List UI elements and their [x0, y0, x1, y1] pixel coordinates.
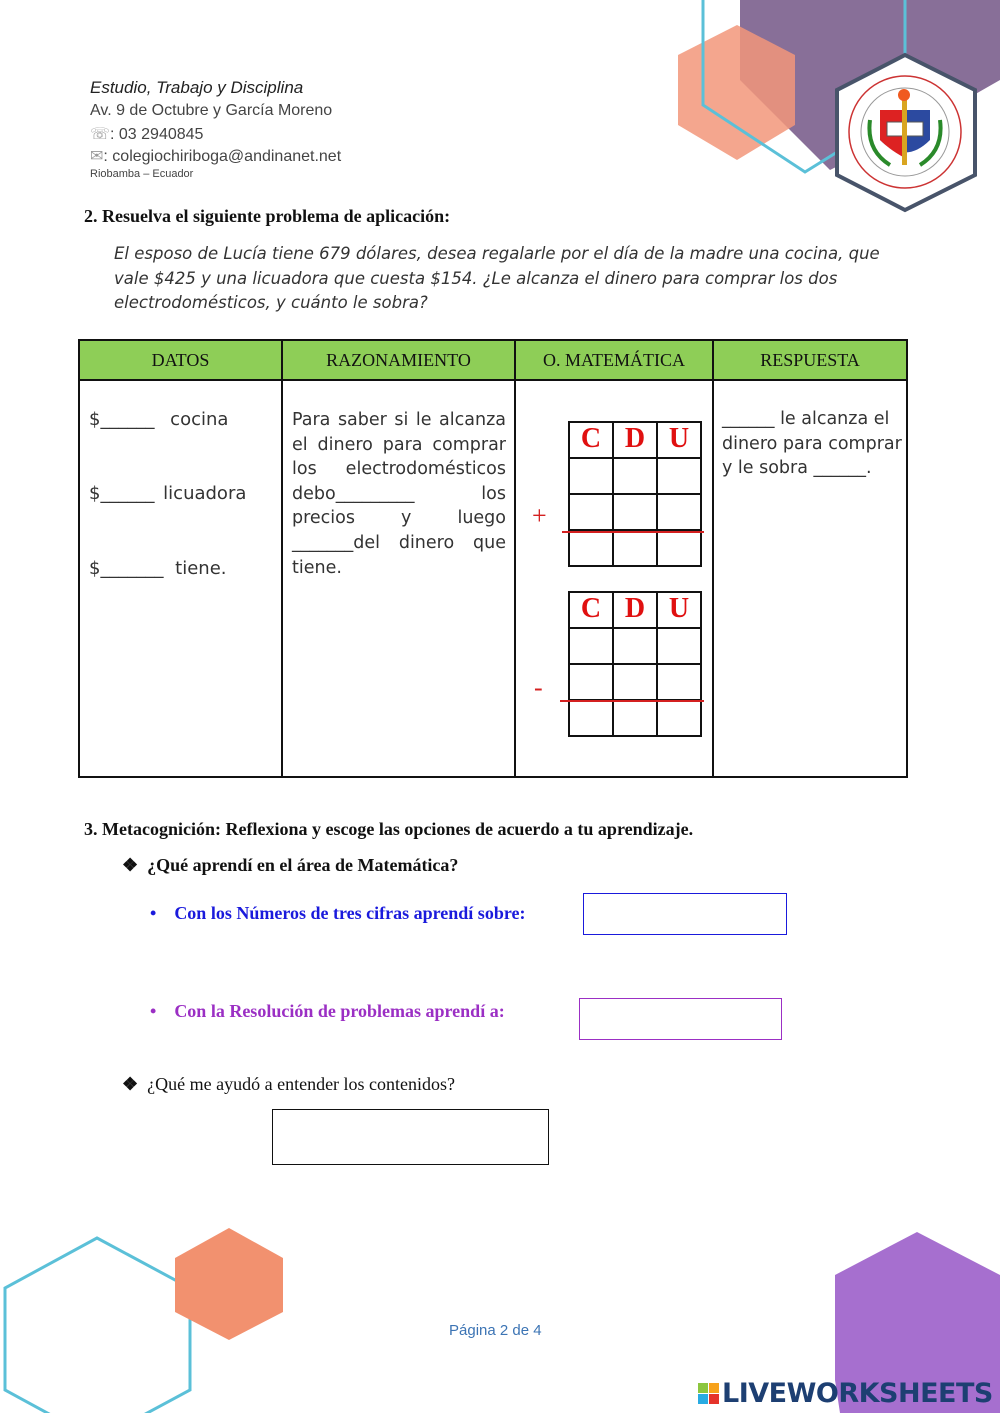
- bullet-icon: •: [150, 903, 175, 923]
- school-motto: Estudio, Trabajo y Disciplina: [90, 78, 304, 97]
- cyan-hexagon-outline: [5, 1238, 190, 1413]
- grid-cell[interactable]: [657, 530, 701, 566]
- diamond-bullet-icon: ❖: [122, 1074, 148, 1094]
- grid-cell[interactable]: [613, 700, 657, 736]
- grid-cell[interactable]: [569, 628, 613, 664]
- problem-statement: El esposo de Lucía tiene 679 dólares, desea regalarle por el día de la madre una cocina, que vale $425 y una licuadora que cuesta $154. ¿Le alcanza el dinero para comprar los dos electrodomésticos, y cuánto le sobra?: [114, 244, 880, 312]
- section3-title: 3. Metacognición: Reflexiona y escoge las opciones de acuerdo a tu aprendizaje.: [84, 819, 694, 839]
- razonamiento-cell: [282, 380, 515, 777]
- problem-table: [78, 339, 908, 778]
- grid-cell[interactable]: [613, 458, 657, 494]
- respuesta-text[interactable]: ______ le alcanza el dinero para comprar y le sobra ______.: [722, 409, 902, 479]
- question-2-text: ¿Qué me ayudó a entender los contenidos?: [147, 1074, 456, 1094]
- datos-cell: [79, 380, 282, 777]
- grid-cell[interactable]: [569, 700, 613, 736]
- grid-cell[interactable]: [613, 530, 657, 566]
- bullet-numeros-text: Con los Números de tres cifras aprendí sobre:: [174, 903, 526, 923]
- numeros-answer-field[interactable]: [583, 893, 787, 935]
- cdu-u: U: [657, 592, 701, 628]
- dato-tiene[interactable]: $_______ tiene.: [89, 558, 227, 579]
- grid-cell[interactable]: [613, 664, 657, 700]
- live-blocks-icon: [698, 1383, 719, 1404]
- bullet-resolucion: [150, 1001, 505, 1022]
- subtraction-result-line: [560, 700, 704, 702]
- cdu-d: D: [613, 422, 657, 458]
- grid-cell[interactable]: [657, 628, 701, 664]
- phone-number: : 03 2940845: [110, 126, 204, 143]
- subtraction-grid: [568, 591, 702, 737]
- bullet-numeros: [150, 903, 525, 924]
- grid-cell[interactable]: [657, 458, 701, 494]
- liveworksheets-logo: [698, 1378, 993, 1409]
- dato-cocina[interactable]: $______ cocina: [89, 409, 229, 430]
- addition-grid: [568, 421, 702, 567]
- bullet-icon: •: [150, 1001, 175, 1021]
- cdu-d: D: [613, 592, 657, 628]
- ayuda-answer-field[interactable]: [272, 1109, 549, 1165]
- header-respuesta: RESPUESTA: [713, 340, 907, 380]
- plus-sign: +: [532, 501, 547, 530]
- respuesta-cell: [713, 380, 907, 777]
- header-datos: DATOS: [79, 340, 282, 380]
- grid-cell[interactable]: [569, 664, 613, 700]
- bullet-resolucion-text: Con la Resolución de problemas aprendí a:: [174, 1001, 505, 1021]
- grid-cell[interactable]: [657, 494, 701, 530]
- razonamiento-text[interactable]: Para saber si le alcanza el dinero para comprar los electrodomésticos debo_________ los precios y luego _______del dinero que tiene.: [292, 410, 506, 578]
- phone-icon: ☏: [90, 126, 111, 143]
- question-1-text: ¿Qué aprendí en el área de Matemática?: [147, 855, 459, 875]
- brand-name: LIVEWORKSHEETS: [722, 1378, 993, 1409]
- section2-title: 2. Resuelva el siguiente problema de aplicación:: [84, 206, 451, 226]
- addition-sum-line: [562, 531, 704, 533]
- question-1: [122, 855, 458, 876]
- grid-cell[interactable]: [613, 494, 657, 530]
- resolucion-answer-field[interactable]: [579, 998, 782, 1040]
- cdu-u: U: [657, 422, 701, 458]
- school-email: [90, 146, 341, 166]
- diamond-bullet-icon: ❖: [122, 855, 148, 875]
- grid-cell[interactable]: [657, 664, 701, 700]
- email-address: : colegiochiriboga@andinanet.net: [103, 148, 342, 165]
- dato-licuadora[interactable]: $______ licuadora: [89, 483, 247, 504]
- school-city: Riobamba – Ecuador: [90, 168, 194, 180]
- header-razonamiento: RAZONAMIENTO: [282, 340, 515, 380]
- question-2: [122, 1074, 455, 1095]
- cdu-c: C: [569, 422, 613, 458]
- operacion-cell: [515, 380, 713, 777]
- school-address: Av. 9 de Octubre y García Moreno: [90, 102, 333, 119]
- grid-cell[interactable]: [657, 700, 701, 736]
- grid-cell[interactable]: [569, 530, 613, 566]
- school-logo-seal: [849, 76, 961, 188]
- mail-icon: ✉: [90, 148, 104, 165]
- cdu-c: C: [569, 592, 613, 628]
- school-phone: [90, 124, 203, 144]
- minus-sign: -: [534, 673, 543, 702]
- grid-cell[interactable]: [569, 458, 613, 494]
- header-operacion: O. MATEMÁTICA: [515, 340, 713, 380]
- grid-cell[interactable]: [613, 628, 657, 664]
- grid-cell[interactable]: [569, 494, 613, 530]
- page-number: Página 2 de 4: [449, 1322, 542, 1339]
